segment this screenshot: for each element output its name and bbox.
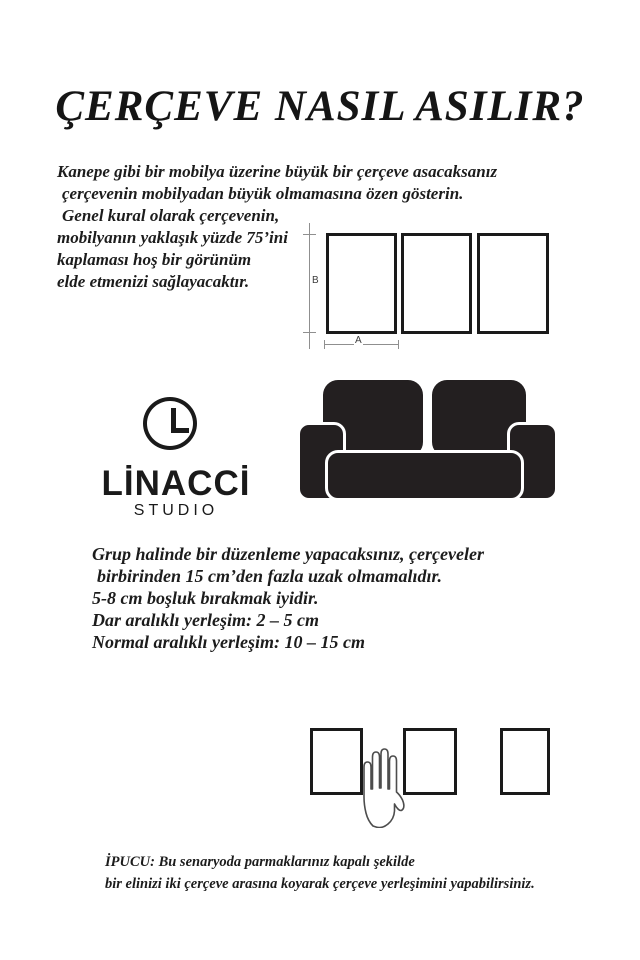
frame-3 [477, 233, 549, 334]
spacing-line: Normal aralıklı yerleşim: 10 – 15 cm [92, 632, 365, 652]
tip-line: İPUCU: Bu senaryoda parmaklarınız kapalı şekilde [105, 854, 415, 870]
frame-2 [401, 233, 472, 334]
dimension-b-tick-top [303, 234, 316, 235]
frame-1 [326, 233, 397, 334]
intro-line: mobilyanın yaklaşık yüzde 75’ini [57, 228, 288, 247]
tip-line: bir elinizi iki çerçeve arasına koyarak çerçeve yerleşimini yapabilirsiniz. [105, 876, 535, 892]
intro-line: çerçevenin mobilyadan büyük olmamasına özen gösterin. [62, 184, 464, 203]
intro-line: Genel kural olarak çerçevenin, [62, 206, 280, 225]
dimension-b-line [309, 223, 310, 349]
page-title: ÇERÇEVE NASIL ASILIR? [55, 83, 585, 130]
spacing-line: birbirinden 15 cm’den fazla uzak olmamalıdır. [97, 566, 443, 586]
dimension-b-label: B [312, 275, 319, 286]
spacing-paragraph [92, 543, 484, 653]
dimension-a-tick-left [324, 340, 325, 349]
dimension-a-label: A [355, 335, 362, 346]
logo-subtitle: STUDIO [133, 502, 219, 519]
sofa-seat [325, 450, 524, 501]
spacing-line: Dar aralıklı yerleşim: 2 – 5 cm [92, 610, 319, 630]
tip-paragraph [105, 851, 535, 895]
dimension-a-tick-right [398, 340, 399, 349]
hand-icon [356, 744, 410, 833]
logo-name: LİNACCİ [101, 464, 251, 503]
spacing-line: 5-8 cm boşluk bırakmak iyidir. [92, 588, 319, 608]
clock-icon [143, 397, 197, 450]
intro-line: Kanepe gibi bir mobilya üzerine büyük bir çerçeve asacaksanız [57, 162, 498, 181]
clock-hour-hand [171, 428, 189, 433]
intro-line: elde etmenizi sağlayacaktır. [57, 272, 250, 291]
dimension-b-tick-bottom [303, 332, 316, 333]
frame-small-2 [403, 728, 457, 795]
intro-line: kaplaması hoş bir görünüm [57, 250, 252, 269]
frame-small-3 [500, 728, 550, 795]
spacing-line: Grup halinde bir düzenleme yapacaksınız, çerçeveler [92, 544, 484, 564]
